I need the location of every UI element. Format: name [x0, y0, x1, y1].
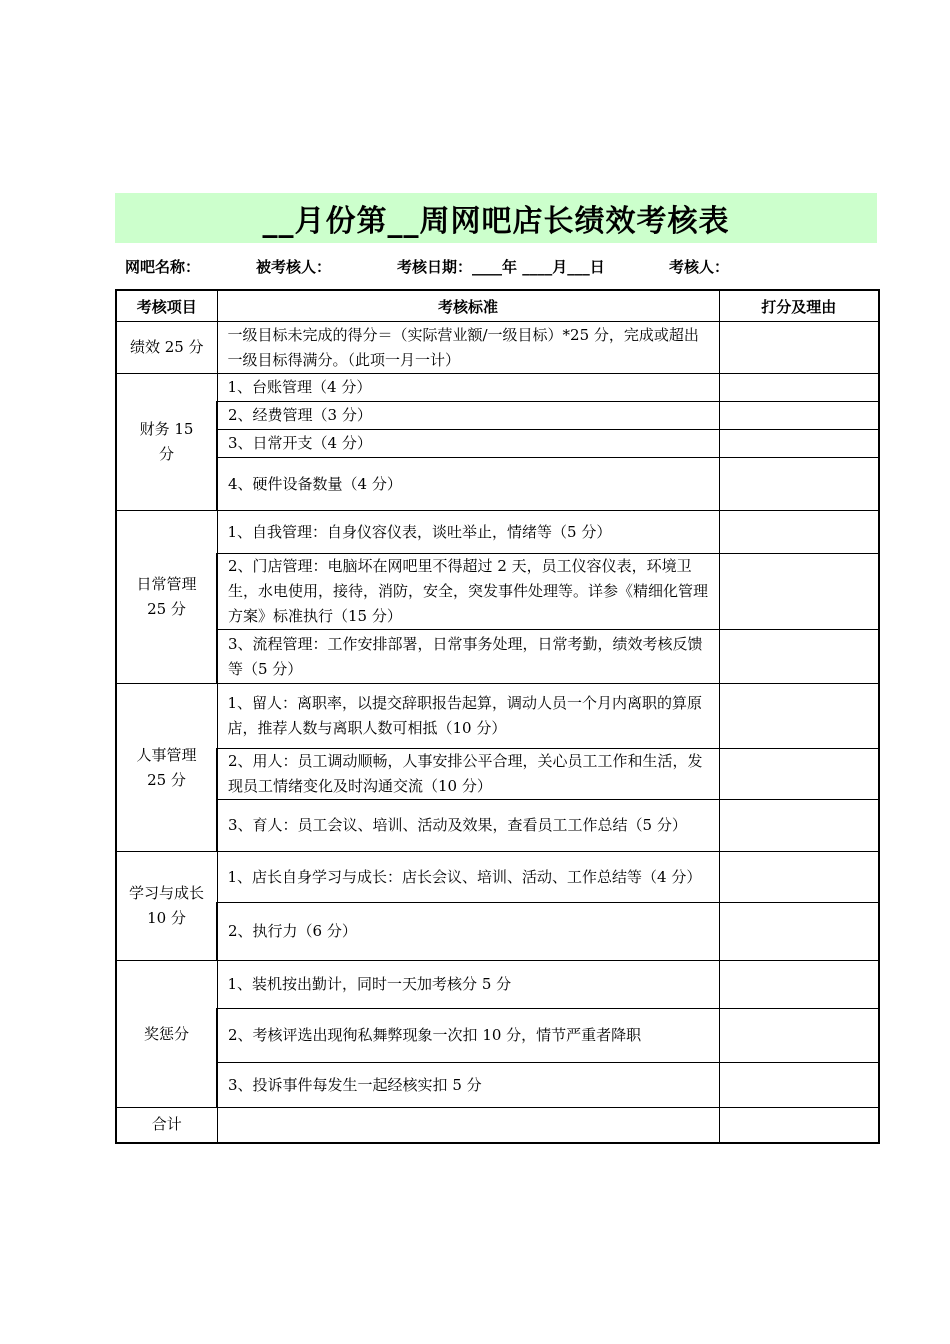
criterion-cell: 2、执行力（6 分）	[217, 903, 719, 961]
category-cell: 日常管理 25 分	[116, 511, 217, 684]
criterion-cell: 1、装机按出勤计，同时一天加考核分 5 分	[217, 961, 719, 1009]
criterion-cell: 3、育人：员工会议、培训、活动及效果，查看员工工作总结（5 分）	[217, 800, 719, 852]
header-score: 打分及理由	[719, 290, 879, 322]
table-row	[116, 458, 879, 511]
category-cell: 学习与成长 10 分	[116, 852, 217, 961]
criterion-cell: 4、硬件设备数量（4 分）	[217, 458, 719, 511]
category-cell: 人事管理 25 分	[116, 684, 217, 852]
score-cell[interactable]	[719, 800, 879, 852]
criterion-cell: 3、日常开支（4 分）	[217, 430, 719, 458]
category-cell: 绩效 25 分	[116, 322, 217, 374]
score-cell[interactable]	[719, 430, 879, 458]
total-criterion-cell[interactable]	[217, 1108, 719, 1143]
score-cell[interactable]	[719, 458, 879, 511]
table-row	[116, 322, 879, 374]
table-row	[116, 961, 879, 1009]
table-row	[116, 554, 879, 630]
score-cell[interactable]	[719, 402, 879, 430]
assessee-label: 被考核人：	[256, 258, 332, 276]
criterion-cell: 3、流程管理：工作安排部署，日常事务处理，日常考勤，绩效考核反馈等（5 分）	[217, 630, 719, 684]
header-standard: 考核标准	[217, 290, 719, 322]
score-cell[interactable]	[719, 684, 879, 749]
table-row	[116, 800, 879, 852]
criterion-cell: 2、经费管理（3 分）	[217, 402, 719, 430]
score-cell[interactable]	[719, 322, 879, 374]
criterion-cell: 1、留人：离职率，以提交辞职报告起算，调动人员一个月内离职的算原店，推荐人数与离职人数可相抵（10 分）	[217, 684, 719, 749]
page-title: __月份第__周网吧店长绩效考核表	[262, 204, 730, 239]
table-row	[116, 630, 879, 684]
criterion-cell: 2、门店管理：电脑坏在网吧里不得超过 2 天，员工仪容仪表，环境卫生，水电使用，接待，消防，安全，突发事件处理等。详参《精细化管理方案》标准执行（15 分）	[217, 554, 719, 630]
total-label: 合计	[116, 1108, 217, 1143]
score-cell[interactable]	[719, 903, 879, 961]
score-cell[interactable]	[719, 374, 879, 402]
assessment-date-label: 考核日期：____年 ____月___日	[397, 258, 605, 276]
table-row	[116, 1063, 879, 1108]
table-row	[116, 511, 879, 554]
table-row	[116, 684, 879, 749]
table-row	[116, 402, 879, 430]
table-row	[116, 749, 879, 800]
criterion-cell: 1、自我管理：自身仪容仪表，谈吐举止，情绪等（5 分）	[217, 511, 719, 554]
table-row	[116, 374, 879, 402]
criterion-cell: 2、用人：员工调动顺畅，人事安排公平合理，关心员工工作和生活，发现员工情绪变化及时沟通交流（10 分）	[217, 749, 719, 800]
score-cell[interactable]	[719, 961, 879, 1009]
table-row	[116, 903, 879, 961]
table-row	[116, 852, 879, 903]
table-row	[116, 430, 879, 458]
score-cell[interactable]	[719, 749, 879, 800]
score-cell[interactable]	[719, 511, 879, 554]
table-row	[116, 1009, 879, 1063]
title-banner	[115, 193, 877, 243]
criterion-cell: 3、投诉事件每发生一起经核实扣 5 分	[217, 1063, 719, 1108]
assessment-table	[115, 289, 880, 1144]
header-item: 考核项目	[116, 290, 217, 322]
category-cell: 奖惩分	[116, 961, 217, 1108]
criterion-cell: 2、考核评选出现徇私舞弊现象一次扣 10 分，情节严重者降职	[217, 1009, 719, 1063]
score-cell[interactable]	[719, 630, 879, 684]
score-cell[interactable]	[719, 852, 879, 903]
score-cell[interactable]	[719, 554, 879, 630]
table-header-row	[116, 290, 879, 322]
assessor-label: 考核人：	[669, 258, 730, 276]
category-cell: 财务 15 分	[116, 374, 217, 511]
criterion-cell: 1、店长自身学习与成长：店长会议、培训、活动、工作总结等（4 分）	[217, 852, 719, 903]
cafe-name-label: 网吧名称：	[125, 258, 201, 276]
score-cell[interactable]	[719, 1063, 879, 1108]
total-score-cell[interactable]	[719, 1108, 879, 1143]
total-row	[116, 1108, 879, 1143]
score-cell[interactable]	[719, 1009, 879, 1063]
criterion-cell: 一级目标未完成的得分＝（实际营业额/一级目标）*25 分，完成或超出一级目标得满分。（此项一月一计）	[217, 322, 719, 374]
criterion-cell: 1、台账管理（4 分）	[217, 374, 719, 402]
